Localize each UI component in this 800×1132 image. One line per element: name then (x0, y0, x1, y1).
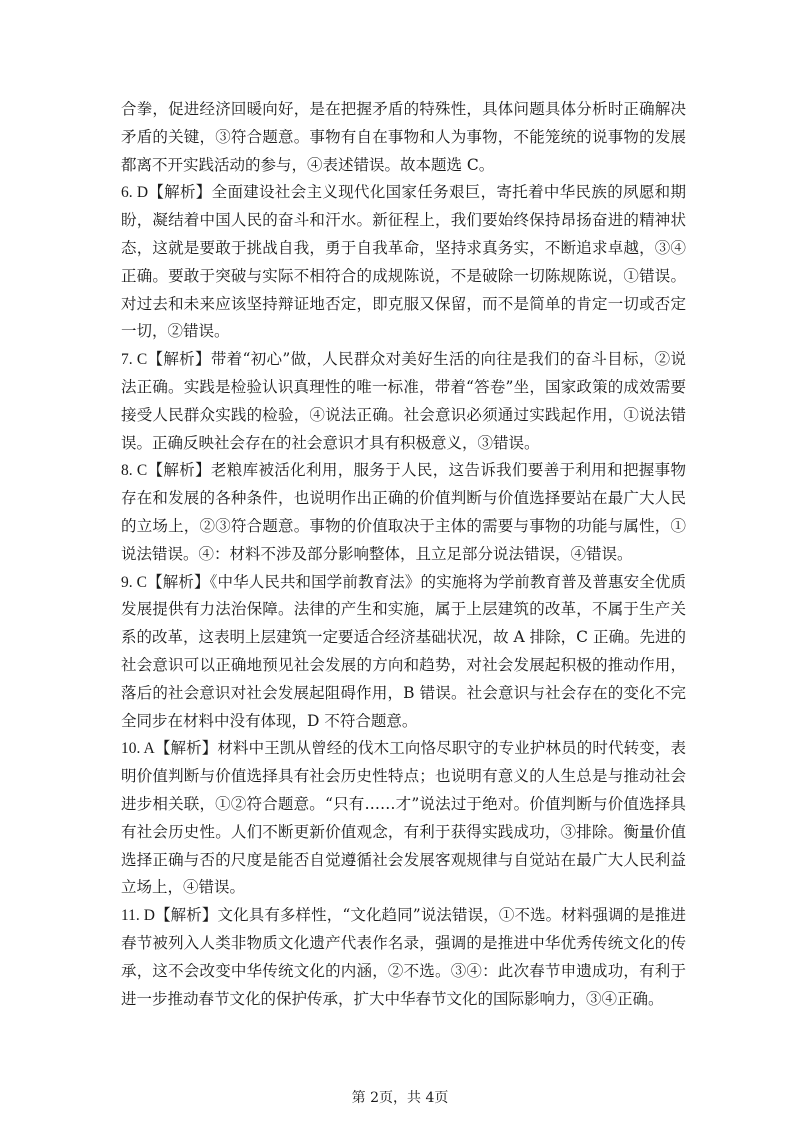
answer-page (121, 96, 686, 1013)
answer-10 (121, 735, 686, 902)
answer-text: 《中华人民共和国学前教育法》的实施将为学前教育普及普惠安全优质发展提供有力法治保障。法律的产生和实施，属于上层建筑的改革，不属于生产关系的改革，这表明上层建筑一定要适合经济基础状况，故 A 排除，C 正确。先进的社会意识可以正确地预见社会发展的方向和趋势，对社会发展起积极的推动作用，落后的社会意识对社会发展起阻碍作用，B 错误。社会意识与社会存在的变化不完全同步在材料中没有体现，D 不符合题意。 (121, 572, 686, 730)
answer-9 (121, 569, 686, 736)
answer-label: 11. D【解析】 (121, 907, 218, 925)
answer-7 (121, 346, 686, 457)
answer-6 (121, 179, 686, 346)
answer-label: 8. C【解析】 (121, 462, 211, 480)
answer-label: 6. D【解析】 (121, 184, 212, 202)
page-footer (0, 1088, 800, 1108)
answer-label: 7. C【解析】 (121, 351, 211, 369)
answer-text: 全面建设社会主义现代化国家任务艰巨，寄托着中华民族的夙愿和期盼，凝结着中国人民的奋斗和汗水。新征程上，我们要始终保持昂扬奋进的精神状态，这就是要敢于挑战自我，勇于自我革命，坚持求真务实，不断追求卓越，③④正确。要敢于突破与实际不相符合的成规陈说，不是破除一切陈规陈说，①错误。对过去和未来应该坚持辩证地否定，即克服又保留，而不是简单的肯定一切或否定一切，②错误。 (121, 183, 686, 341)
answer-8 (121, 457, 686, 568)
answer-text: 带着“初心”做，人民群众对美好生活的向往是我们的奋斗目标，②说法正确。实践是检验认识真理性的唯一标准，带着“答卷”坐，国家政策的成效需要接受人民群众实践的检验，④说法正确。社会意识必须通过实践起作用，①说法错误。正确反映社会存在的社会意识才具有积极意义，③错误。 (121, 350, 686, 452)
answer-11 (121, 902, 686, 1013)
answer-label: 9. C【解析】 (121, 573, 210, 591)
answer-text: 文化具有多样性，“文化趋同”说法错误，①不选。材料强调的是推进春节被列入人类非物质文化遗产代表作名录，强调的是推进中华优秀传统文化的传承，这不会改变中华传统文化的内涵，②不选。③④：此次春节申遗成功，有利于进一步推动春节文化的保护传承，扩大中华春节文化的国际影响力，③④正确。 (121, 906, 686, 1008)
page-number: 第 2页，共 4页 (351, 1090, 449, 1106)
continuation-paragraph: 合拳，促进经济回暖向好，是在把握矛盾的特殊性，具体问题具体分析时正确解决矛盾的关键，③符合题意。事物有自在事物和人为事物，不能笼统的说事物的发展都离不开实践活动的参与，④表述错误。故本题选 C。 (121, 100, 686, 174)
answer-text: 老粮库被活化利用，服务于人民，这告诉我们要善于利用和把握事物存在和发展的各种条件，也说明作出正确的价值判断与价值选择要站在最广大人民的立场上，②③符合题意。事物的价值取决于主体的需要与事物的功能与属性，①说法错误。④：材料不涉及部分影响整体，且立足部分说法错误，④错误。 (121, 461, 686, 563)
answer-label: 10. A【解析】 (121, 740, 218, 758)
answer-text: 材料中王凯从曾经的伐木工向恪尽职守的专业护林员的时代转变，表明价值判断与价值选择具有社会历史性特点；也说明有意义的人生总是与推动社会进步相关联，①②符合题意。“只有……才”说法过于绝对。价值判断与价值选择具有社会历史性。人们不断更新价值观念，有利于获得实践成功，③排除。衡量价值选择正确与否的尺度是能否自觉遵循社会发展客观规律与自觉站在最广大人民利益立场上，④错误。 (121, 739, 686, 897)
